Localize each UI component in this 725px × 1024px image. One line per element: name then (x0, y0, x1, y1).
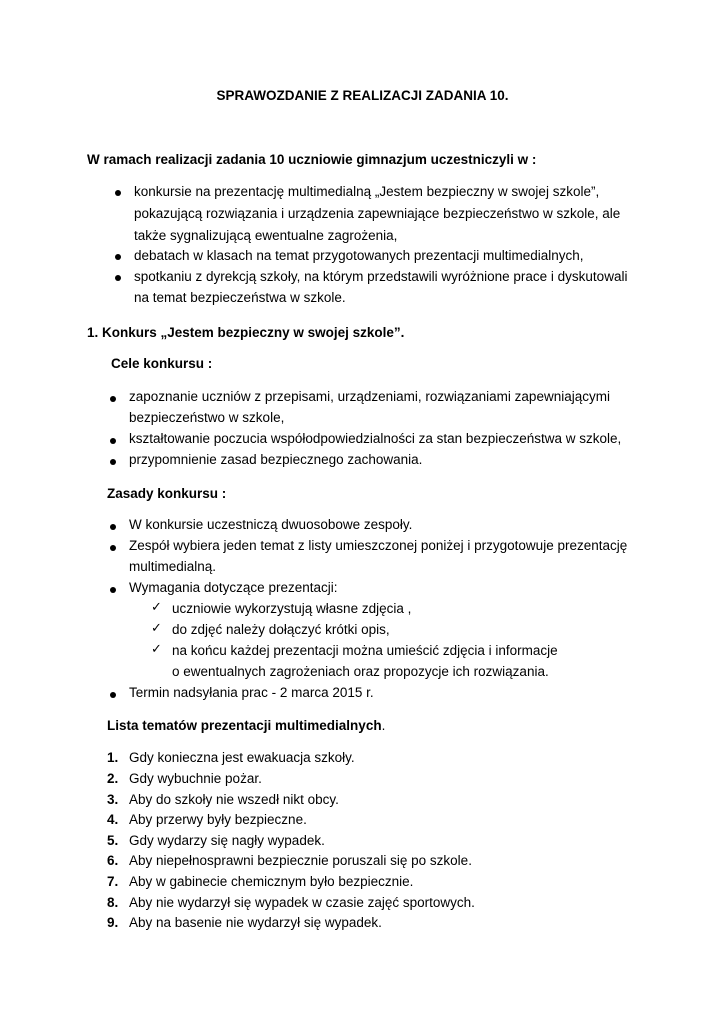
checkmark-icon: ✓ (151, 620, 162, 635)
deadline-item: Termin nadsyłania prac - 2 marca 2015 r. (129, 685, 374, 700)
intro-heading: W ramach realizacji zadania 10 uczniowie gimnazjum uczestniczyli w : (87, 152, 537, 167)
topic-item: Aby do szkoły nie wszedł nikt obcy. (129, 792, 339, 807)
topic-number: 9. (107, 915, 119, 930)
list-item-cont: bezpieczeństwo w szkole, (129, 410, 285, 425)
topic-item: Aby nie wydarzył się wypadek w czasie zajęć sportowych. (129, 895, 475, 910)
requirement-item: na końcu każdej prezentacji można umieścić zdjęcia i informacje (172, 643, 558, 658)
topics-heading (107, 718, 385, 733)
topics-heading-suffix: . (381, 718, 386, 733)
topic-item: Aby przerwy były bezpieczne. (129, 812, 307, 827)
bullet-icon (110, 524, 116, 530)
list-item: Wymagania dotyczące prezentacji: (129, 580, 338, 595)
goals-heading: Cele konkursu : (111, 356, 213, 371)
requirement-item-cont: o ewentualnych zagrożeniach oraz propozycje ich rozwiązania. (172, 664, 549, 679)
topic-number: 4. (107, 812, 119, 827)
bullet-icon (115, 275, 121, 281)
requirement-item: do zdjęć należy dołączyć krótki opis, (172, 622, 390, 637)
bullet-icon (110, 545, 116, 551)
topic-number: 1. (107, 750, 119, 765)
topic-number: 2. (107, 771, 119, 786)
bullet-icon (115, 190, 121, 196)
rules-heading: Zasady konkursu : (107, 486, 227, 501)
topic-number: 8. (107, 895, 119, 910)
list-item: debatach w klasach na temat przygotowanych prezentacji multimedialnych, (134, 248, 584, 263)
list-item-cont: na temat bezpieczeństwa w szkole. (134, 290, 346, 305)
topics-heading-text: Lista tematów prezentacji multimedialnych (107, 718, 382, 733)
section-heading: 1. Konkurs „Jestem bezpieczny w swojej szkole”. (87, 325, 405, 340)
bullet-icon (110, 692, 116, 698)
topic-number: 7. (107, 874, 119, 889)
bullet-icon (115, 254, 121, 260)
list-item: zapoznanie uczniów z przepisami, urządzeniami, rozwiązaniami zapewniającymi (129, 389, 610, 404)
list-item: kształtowanie poczucia współodpowiedzialności za stan bezpieczeństwa w szkole, (129, 431, 622, 446)
checkmark-icon: ✓ (151, 641, 162, 656)
topic-item: Gdy wydarzy się nagły wypadek. (129, 833, 325, 848)
topic-number: 6. (107, 853, 119, 868)
bullet-icon (110, 459, 116, 465)
bullet-icon (110, 438, 116, 444)
list-item: konkursie na prezentację multimedialną „Jestem bezpieczny w swojej szkole”, (134, 184, 600, 199)
topic-item: Aby w gabinecie chemicznym było bezpiecznie. (129, 874, 414, 889)
list-item: Zespół wybiera jeden temat z listy umieszczonej poniżej i przygotowuje prezentację (129, 538, 628, 553)
bullet-icon (110, 396, 116, 402)
topic-number: 3. (107, 792, 119, 807)
list-item: spotkaniu z dyrekcją szkoły, na którym przedstawili wyróżnione prace i dyskutowali (134, 269, 628, 284)
page-title: SPRAWOZDANIE Z REALIZACJI ZADANIA 10. (216, 88, 509, 103)
topic-item: Aby na basenie nie wydarzył się wypadek. (129, 915, 382, 930)
list-item-cont: pokazującą rozwiązania i urządzenia zapewniające bezpieczeństwo w szkole, ale (134, 206, 621, 221)
topic-item: Aby niepełnosprawni bezpiecznie poruszali się po szkole. (129, 853, 472, 868)
list-item: W konkursie uczestniczą dwuosobowe zespoły. (129, 517, 413, 532)
list-item-cont: multimedialną. (129, 559, 217, 574)
bullet-icon (110, 587, 116, 593)
topic-number: 5. (107, 833, 119, 848)
list-item: przypomnienie zasad bezpiecznego zachowania. (129, 452, 423, 467)
topic-item: Gdy konieczna jest ewakuacja szkoły. (129, 750, 355, 765)
list-item-cont: także sygnalizującą ewentualne zagrożenia, (134, 228, 398, 243)
requirement-item: uczniowie wykorzystują własne zdjęcia , (172, 601, 412, 616)
checkmark-icon: ✓ (151, 599, 162, 614)
topic-item: Gdy wybuchnie pożar. (129, 771, 262, 786)
